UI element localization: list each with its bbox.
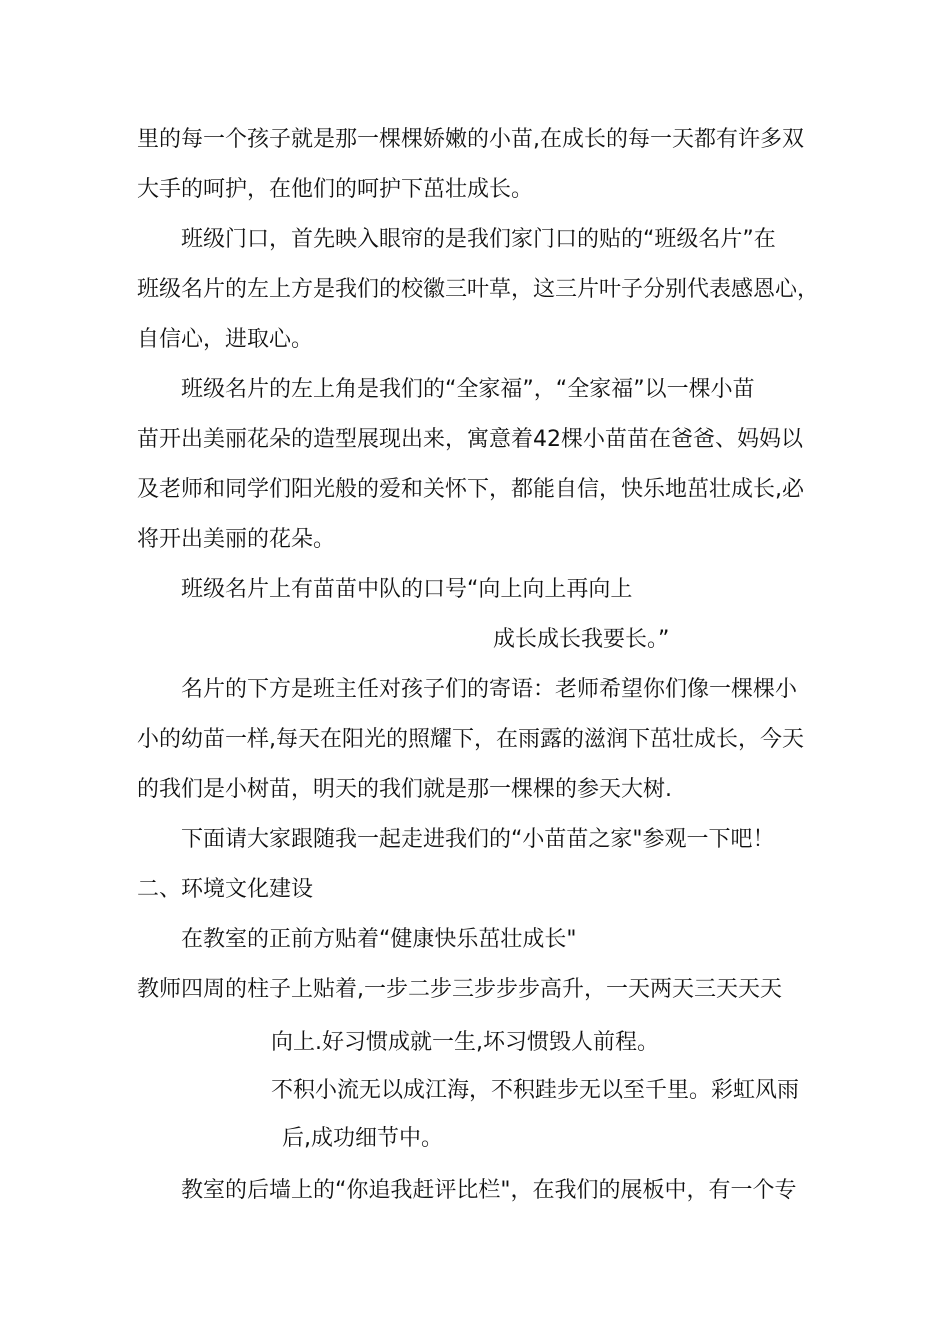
text-line: 不积小流无以成江海，不积跬步无以至千里。彩虹风雨 [271,1078,800,1103]
text-line: 名片的下方是班主任对孩子们的寄语：老师希望你们像一棵棵小 [181,677,798,702]
text-line: 下面请大家跟随我一起走进我们的“小苗苗之家"参观一下吧！ [181,827,775,852]
section-heading: 二、环境文化建设 [137,877,314,902]
text-line: 将开出美丽的花朵。 [137,527,336,552]
text-line: 后,成功细节中。 [282,1126,443,1151]
text-line: 大手的呵护，在他们的呵护下茁壮成长。 [137,177,534,202]
text-line: 班级名片上有苗苗中队的口号“向上向上再向上 [181,577,633,602]
text-line: 及老师和同学们阳光般的爱和关怀下，都能自信，快乐地茁壮成长,必 [137,477,804,502]
text-line: 的我们是小树苗，明天的我们就是那一棵棵的参天大树. [137,777,672,802]
text-line: 自信心，进取心。 [137,327,314,352]
text-line: 成长成长我要长。” [493,627,670,652]
text-line: 班级名片的左上角是我们的“全家福”，“全家福”以一棵小苗 [181,377,755,402]
text-line: 教室的后墙上的“你追我赶评比栏"，在我们的展板中，有一个专 [181,1178,797,1203]
text-line: 班级门口，首先映入眼帘的是我们家门口的贴的“班级名片”在 [181,227,776,252]
text-line: 在教室的正前方贴着“健康快乐茁壮成长" [181,927,577,952]
text-line: 向上.好习惯成就一生,坏习惯毁人前程。 [271,1030,659,1055]
text-line: 小的幼苗一样,每天在阳光的照耀下，在雨露的滋润下茁壮成长，今天 [137,727,804,752]
text-line: 教师四周的柱子上贴着,一步二步三步步步高升，一天两天三天天天 [137,977,782,1002]
text-line: 里的每一个孩子就是那一棵棵娇嫩的小苗,在成长的每一天都有许多双 [137,127,804,152]
text-line: 班级名片的左上方是我们的校徽三叶草，这三片叶子分别代表感恩心， [137,277,820,302]
text-line: 苗开出美丽花朵的造型展现出来，寓意着42棵小苗苗在爸爸、妈妈以 [137,427,803,452]
